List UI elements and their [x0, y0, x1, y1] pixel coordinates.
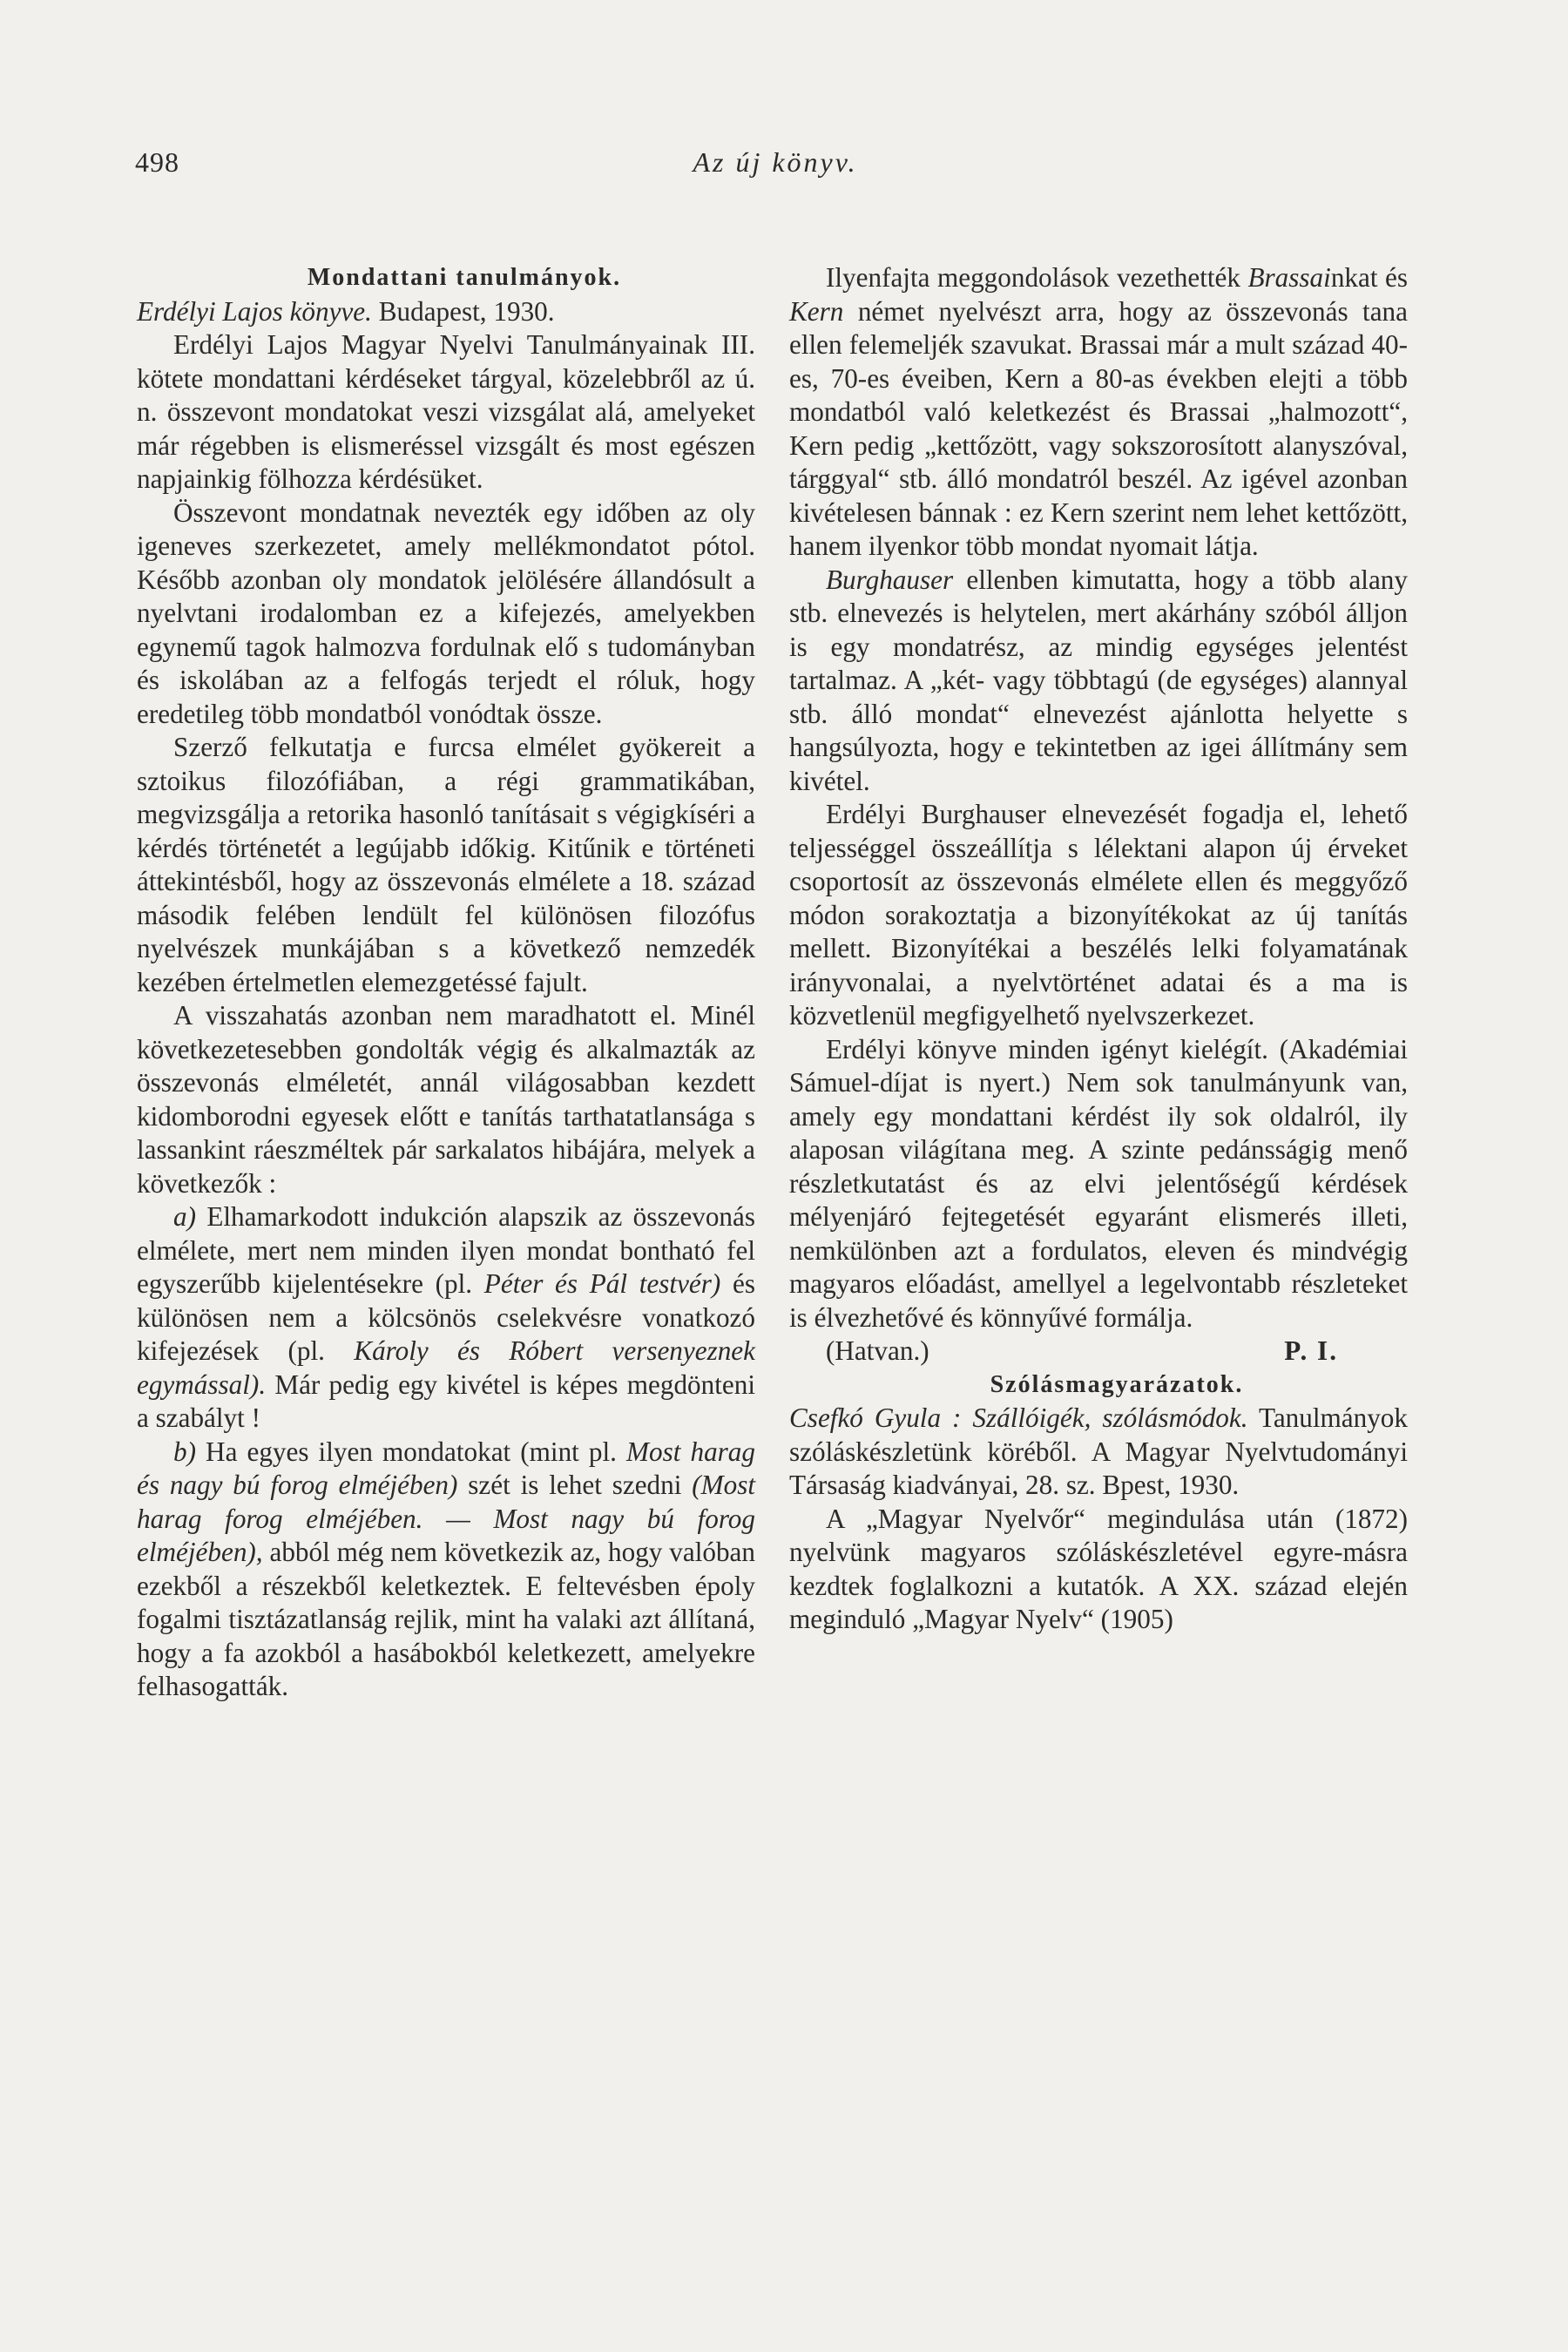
paragraph: Erdélyi Burghauser elnevezését fogadja el, lehető teljességgel összeállítja s lélektani alapon új érveket csoportosít az összevonás elmélete ellen és meggyőző módon sorakoztatja a bizonyítékokat az új tanítás mellett. Bizonyítékai a beszélés lelki folyamatának irányvonalai, a nyelvtörténet adatai és a ma is közvetlenül megfigyelhető nyelvszerkezet.: [789, 799, 1408, 1031]
point-label: a): [173, 1201, 196, 1232]
citation-place-year: Budapest, 1930.: [371, 295, 555, 327]
text-run: nkat és: [1330, 262, 1408, 293]
paragraph: A visszahatás azonban nem maradhatott el. Minél következetesebben gondolták végig és alkalmazták az összevonás elméletét, annál világosabban kezdett kidomborodni egyesek előtt e tanítás tarthatatlansága s lassankint ráeszméltek pár sarkalatos hibájára, melyek a következők :: [137, 1000, 755, 1199]
paragraph-point-b: [137, 1436, 755, 1704]
example-phrase: (Most harag forog elméjében. — Most nagy bú forog elméjében),: [137, 1470, 756, 1567]
running-title: Az új könyv.: [693, 146, 858, 178]
paragraph: Erdélyi könyve minden igényt kielégít. (Akadémiai Sámuel-díjat is nyert.) Nem sok tanulmányunk van, amely egy mondattani kérdést ily sok oldalról, ily alaposan világítana meg. A szinte pedánsságig menő részletkutatást és az elvi jelentőségű kérdések mélyenjáró fejtegetését egyaránt elismerés illeti, nemkülönben azt a fordulatos, eleven és mindvégig magyaros előadást, amellyel a legelvontabb részleteket is élvezhetővé és könnyűvé formálja.: [789, 1033, 1408, 1333]
book-citation: [137, 295, 755, 329]
paragraph: Összevont mondatnak nevezték egy időben az oly igeneves szerkezetet, amely mellékmondatot pótol. Később azonban oly mondatok jelölésére állandósult a nyelvtani irodalomban ez a kifejezés, amelyekben egynemű tagok halmozva fordulnak elő s tudományban és iskolában az a felfogás terjedt el róluk, hogy eredetileg több mondatból vonódtak össze.: [137, 497, 755, 729]
paragraph: [789, 261, 1408, 564]
text-run: Már pedig egy kivétel is képes megdönteni a szabályt !: [137, 1369, 755, 1433]
review-place: (Hatvan.): [826, 1335, 929, 1366]
reviewer-signature: P. I.: [1284, 1335, 1338, 1366]
example-phrase: Péter és Pál testvér): [483, 1268, 721, 1299]
example-phrase: Most harag és nagy bú forog elméjében): [137, 1436, 755, 1500]
paragraph: [789, 564, 1408, 799]
point-label: b): [173, 1436, 196, 1467]
text-run: és különösen nem a kölcsönös cselekvésre vonatkozó kifejezések (pl.: [137, 1268, 755, 1366]
text-run: ellenben kimutatta, hogy a több alany stb. elnevezés is helytelen, mert akárhány szóból álljon is egy mondatrész, az mindig egységes jelentést tartalmaz. A „két- vagy többtagú (de egységes) alannyal stb. álló mondat“ elnevezést ajánlotta helyette s hangsúlyozta, hogy e tekintetben az igei állítmány sem kivétel.: [789, 564, 1408, 796]
page-number: 498: [135, 146, 179, 178]
text-run: szét is lehet szedni: [457, 1470, 693, 1500]
person-name: Burghauser: [826, 564, 954, 595]
person-name: Kern: [789, 295, 844, 327]
paragraph: Erdélyi Lajos Magyar Nyelvi Tanulmányainak III. kötete mondattani kérdéseket tárgyal, közelebbről az ú. n. összevont mondatokat veszi vizsgálat alá, amelyeket már régebben is elismeréssel vizsgált és most egészen napjainkig fölhozza kérdésüket.: [137, 329, 755, 494]
paragraph: Szerző felkutatja e furcsa elmélet gyökereit a sztoikus filozófiában, a régi grammatikában, megvizsgálja a retorika hasonló tanításait s végigkíséri a kérdés történetét a legújabb időkig. Kitűnik e történeti áttekintésből, hogy az összevonás elmélete a 18. század második felében lendült fel különösen filozófus nyelvészek munkájában s a következő nemzedék kezében értelmetlen elemezgetéssé fajult.: [137, 732, 755, 997]
text-run: Ilyenfajta meggondolások vezethették: [826, 262, 1248, 293]
book-citation: [789, 1402, 1408, 1503]
citation-author-work: Erdélyi Lajos könyve.: [137, 295, 372, 327]
text-run: német nyelvészt arra, hogy az összevonás tana ellen felemeljék szavukat. Brassai már a mult század 40-es, 70-es éveiben, Kern a 80-as években elejti a több mondatból való keletkezést és Brassai „halmozott“, Kern pedig „kettőzött, vagy sokszorosított alanyszóval, tárggyal“ stb. álló mondatról beszél. Az igével azonban kivételesen bánnak : ez Kern szerint nem lehet kettőzött, hanem ilyenkor több mondat nyomait látja.: [789, 295, 1408, 561]
citation-author-work: Csefkó Gyula : Szállóigék, szólásmódok.: [789, 1402, 1248, 1433]
text-run: Elhamarkodott indukción alapszik az összevonás elmélete, mert nem minden ilyen mondat bontható fel egyszerűbb kijelentésekre (pl.: [137, 1201, 755, 1299]
citation-rest: Tanulmányok szóláskészletünk köréből. A Magyar Nyelvtudományi Társaság kiadványai, 28. sz. Bpest, 1930.: [789, 1402, 1408, 1500]
paragraph: A „Magyar Nyelvőr“ megindulása után (1872) nyelvünk magyaros szóláskészletével egyre-másra kezdtek foglalkozni a kutatók. A XX. század elején meginduló „Magyar Nyelv“ (1905): [789, 1503, 1408, 1634]
left-column: [137, 261, 755, 1704]
person-name: Brassai: [1247, 262, 1331, 293]
right-column: [789, 261, 1408, 1637]
signature-line: [789, 1335, 1408, 1369]
paragraph-point-a: [137, 1200, 755, 1436]
text-run: Ha egyes ilyen mondatokat (mint pl.: [195, 1436, 627, 1467]
text-run: abból még nem következik az, hogy valóban ezekből a részekből keletkeztek. E feltevésben époly fogalmi tisztázatlanság rejlik, mint ha valaki azt állítaná, hogy a fa azokból a hasábokból keletkezett, amelyekre felhasogatták.: [137, 1537, 755, 1701]
example-phrase: Károly és Róbert versenyeznek egymással).: [137, 1335, 755, 1400]
section-title-mondattani: Mondattani tanulmányok.: [307, 264, 622, 291]
page-header: [135, 146, 1416, 185]
section-title-szolasmagyarazatok: Szólásmagyarázatok.: [990, 1370, 1244, 1398]
